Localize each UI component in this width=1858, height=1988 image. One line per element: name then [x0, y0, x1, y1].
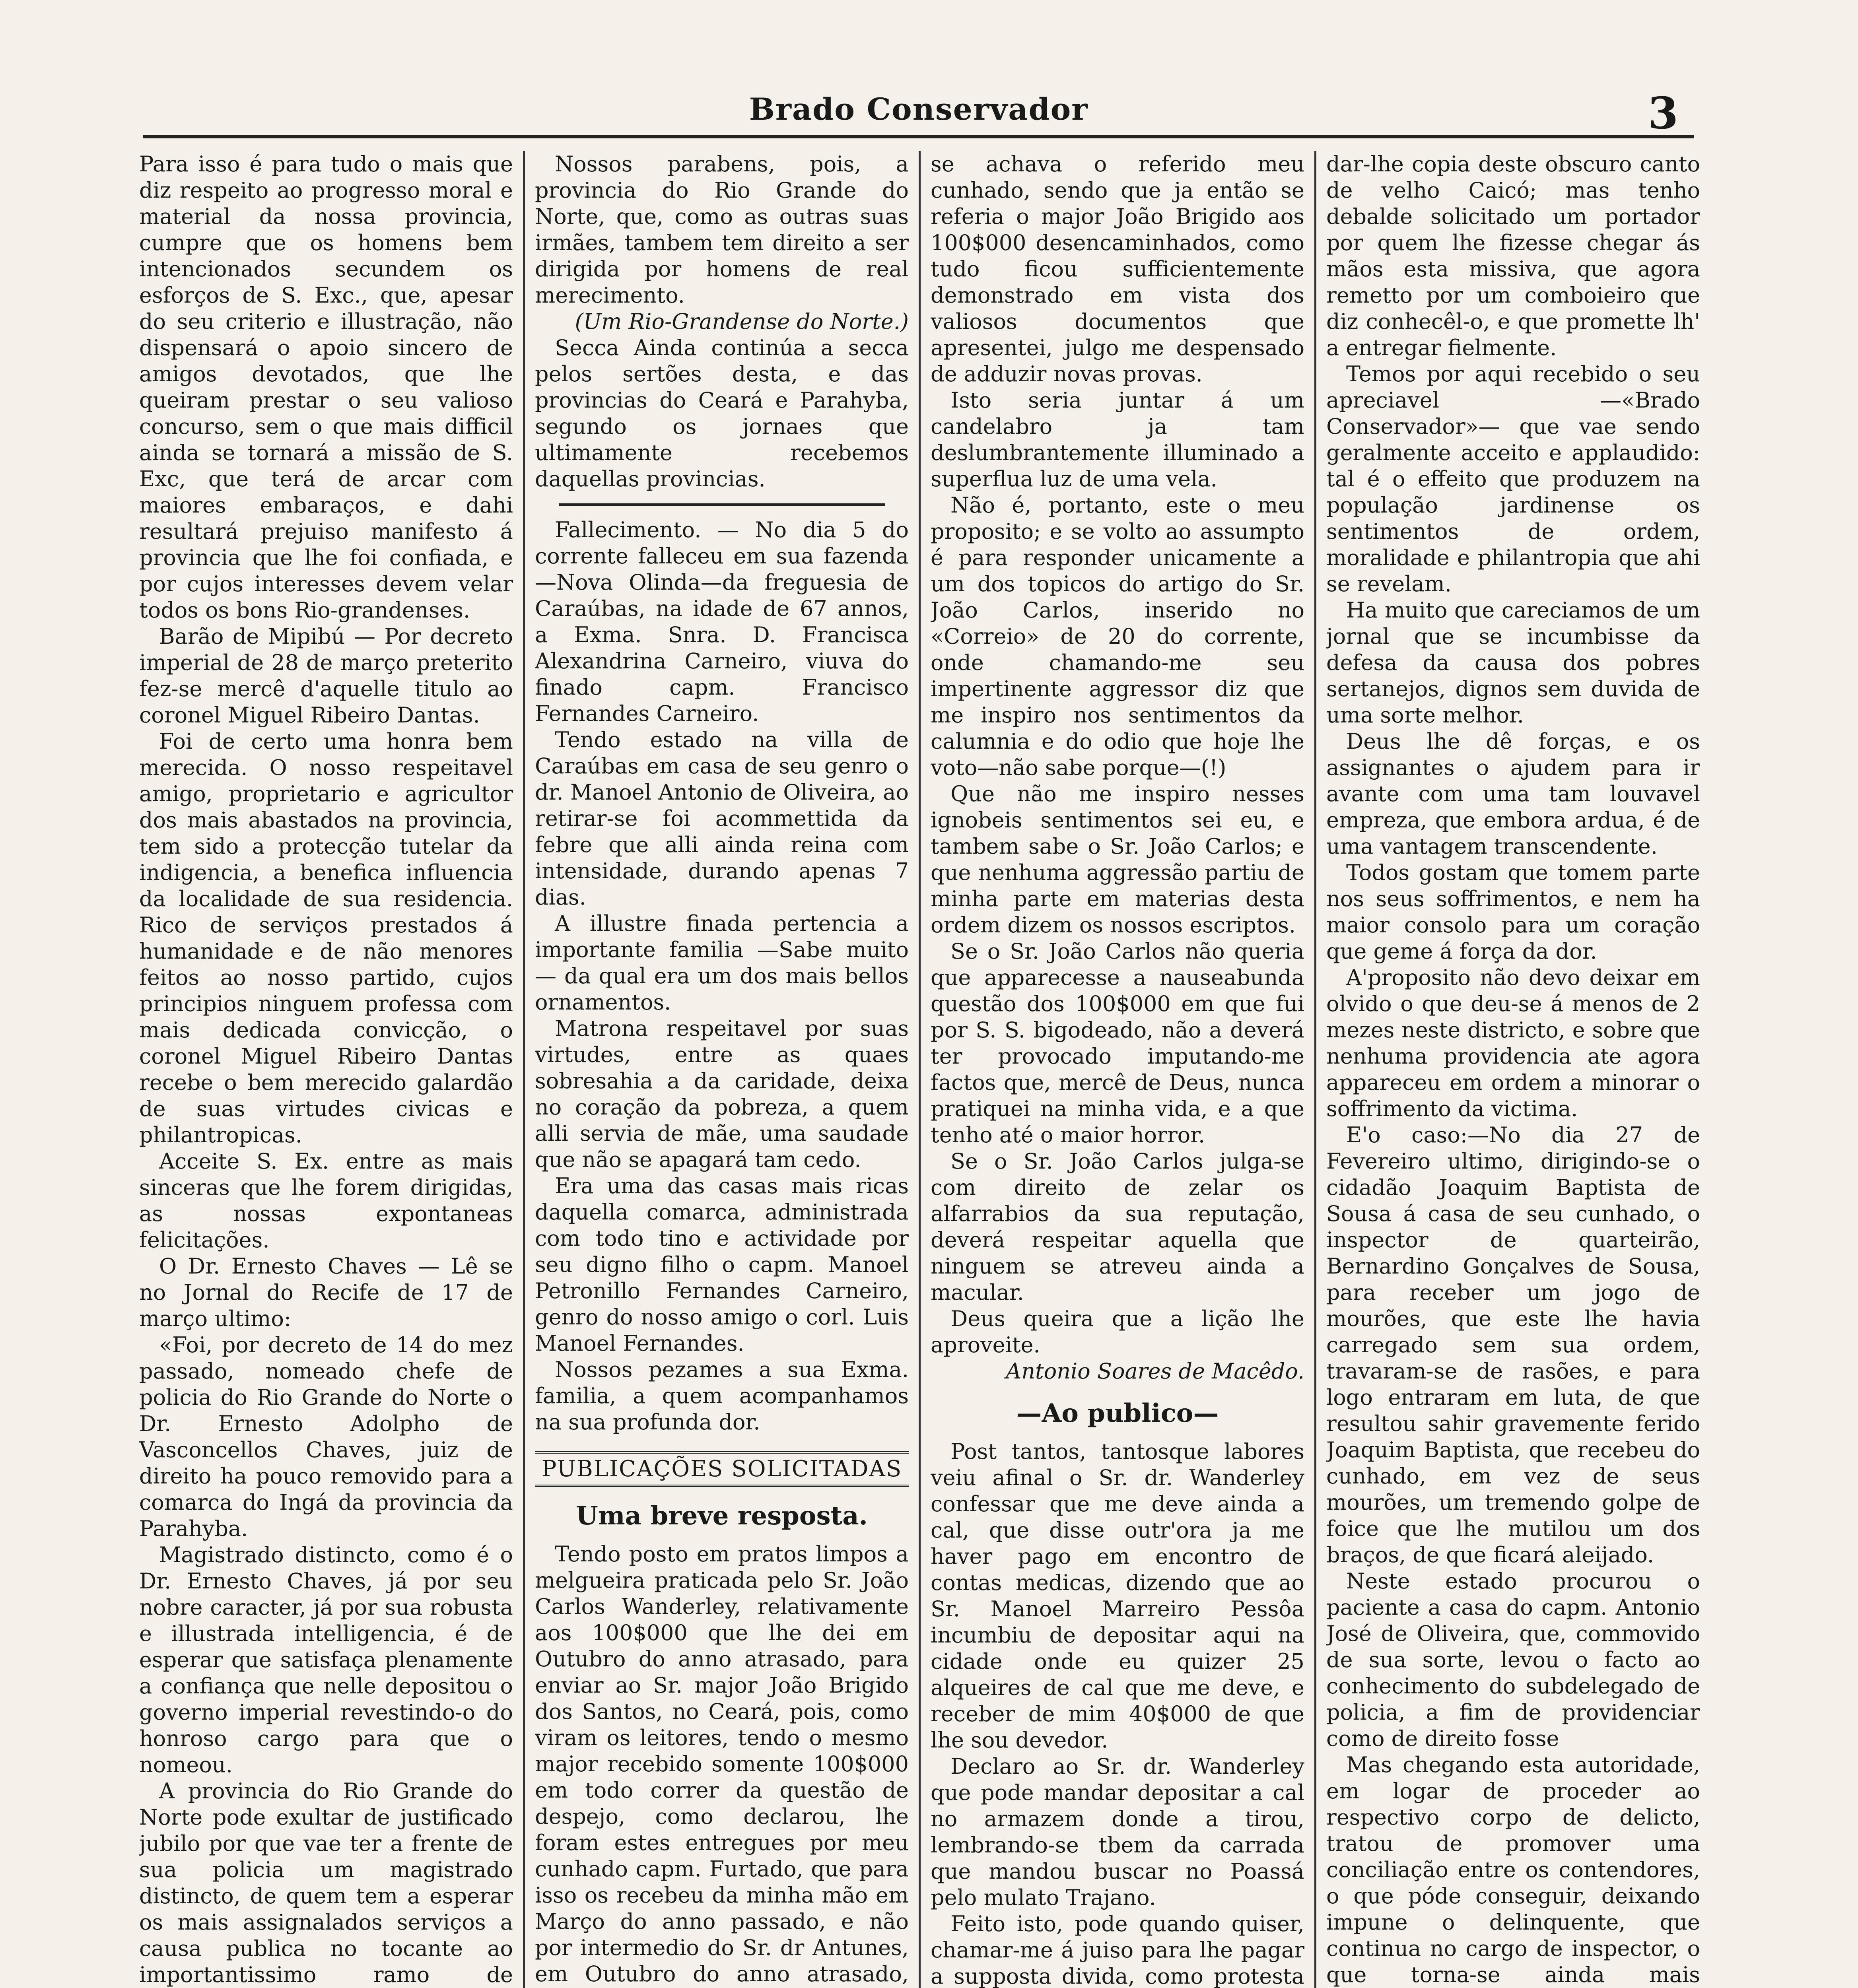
- signature: (Um Rio-Grandense do Norte.): [575, 309, 909, 334]
- paragraph: Mas chegando esta autoridade, em logar de proceder ao respectivo corpo de delicto, tratou de promover uma conciliação entre os contendores, o que póde conseguir, deixando impune o delinquente, que continua no cargo de inspector, o que torna-se ainda mais: [1326, 1752, 1700, 1987]
- paragraph: Feito isto, pode quando quiser, chamar-me á juiso para lhe pagar a supposta divida, como protesta: [931, 1911, 1304, 1988]
- paragraph: Se o Sr. João Carlos julga-se com direito de zelar os alfarrabios da sua reputação, deverá respeitar aquella que ninguem se atreveu ainda a macular.: [931, 1149, 1304, 1305]
- news-item-fallecimento: Fallecimento. — No dia 5 do corrente falleceu em sua fazenda —Nova Olinda—da freguesia de Caraúbas, na idade de 67 annos, a Exma. Snra. D. Francisca Alexandrina Carneiro, viuva do finado capm. Francisco Fernandes Carneiro.: [535, 517, 909, 726]
- section-heading: PUBLICAÇÕES SOLICITADAS: [535, 1451, 909, 1487]
- column-rule: [919, 151, 921, 1988]
- column-rule: [523, 151, 525, 1988]
- paragraph: A illustre finada pertencia a importante familia —Sabe muito— da qual era um dos mais bellos ornamentos.: [535, 911, 909, 1015]
- column-4: [1326, 151, 1700, 1988]
- column-1: [139, 151, 513, 1988]
- paragraph: Tendo posto em pratos limpos a melgueira praticada pelo Sr. João Carlos Wanderley, relativamente aos 100$000 que lhe dei em Outubro do anno atrasado, para enviar ao Sr. major João Brigido dos Santos, no Ceará, pois, como viram os leitores, tendo o mesmo major recebido somente 100$000 em todo correr da questão de despejo, como declarou, lhe foram estes entregues por meu cunhado capm. Furtado, que para isso os recebeu da minha mão em Março do anno passado, e não por intermedio do Sr. dr Antunes, em Outubro do anno atrasado,: [535, 1541, 909, 1986]
- paragraph: «Foi, por decreto de 14 do mez passado, nomeado chefe de policia do Rio Grande do Norte o Dr. Ernesto Adolpho de Vasconcellos Chaves, juiz de direito ha pouco removido para a comarca do Ingá da provincia da Parahyba.: [139, 1332, 513, 1541]
- paragraph: E'o caso:—No dia 27 de Fevereiro ultimo, dirigindo-se o cidadão Joaquim Baptista de Sousa á casa de seu cunhado, o inspector de quarteirão, Bernardino Gonçalves de Sousa, para receber um jogo de mourões, que este lhe havia carregado sem sua ordem, travaram-se de rasões, e para logo entraram em luta, de que resultou sahir gravemente ferido Joaquim Baptista, que recebeu do cunhado, em vez de seus mourões, um tremendo golpe de foice que lhe mutilou um dos braços, de que ficará aleijado.: [1326, 1122, 1700, 1567]
- paragraph: Deus lhe dê forças, e os assignantes o ajudem para ir avante com uma tam louvavel empreza, que embora ardua, é de uma vantagem transcendente.: [1326, 729, 1700, 859]
- paragraph: dar-lhe copia deste obscuro canto de velho Caicó; mas tenho debalde solicitado um portador por quem lhe fizesse chegar ás mãos esta missiva, que agora remetto por um comboieiro que diz conhecêl-o, e que promette lh' a entregar fielmente.: [1326, 151, 1700, 360]
- paragraph: Foi de certo uma honra bem merecida. O nosso respeitavel amigo, proprietario e agricultor dos mais abastados na provincia, tem sido a protecção tutelar da indigencia, a benefica influencia da localidade de sua residencia. Rico de serviços prestados á humanidade e de não menores feitos ao nosso partido, cujos principios ninguem professa com mais dedicada convicção, o coronel Miguel Ribeiro Dantas recebe o bem merecido galardão de suas virtudes civicas e philantropicas.: [139, 729, 513, 1147]
- paragraph: Temos por aqui recebido o seu apreciavel —«Brado Conservador»— que vae sendo geralmente acceito e applaudido: tal é o effeito que produzem na população jardinense os sentimentos de ordem, moralidade e philantropia que ahi se revelam.: [1326, 361, 1700, 596]
- news-item-secca: Secca Ainda continúa a secca pelos sertões desta, e das provincias do Ceará e Parahyba, segundo os jornaes que ultimamente recebemos daquellas provincias.: [535, 335, 909, 491]
- paragraph: Nossos pezames a sua Exma. familia, a quem acompanhamos na sua profunda dor.: [535, 1357, 909, 1435]
- paragraph: A'proposito não devo deixar em olvido o que deu-se á menos de 2 mezes neste districto, e sobre que nenhuma providencia ate agora appareceu em ordem a minorar o soffrimento da victima.: [1326, 965, 1700, 1121]
- paragraph: Deus queira que a lição lhe aproveite.: [931, 1306, 1304, 1357]
- paragraph: A provincia do Rio Grande do Norte pode exultar de justificado jubilo por que vae ter a frente de sua policia um magistrado distincto, de quem tem a esperar os mais assignalados serviços a causa publica no tocante ao importantissimo ramo de: [139, 1778, 513, 1987]
- paragraph: Se o Sr. João Carlos não queria que apparecesse a nauseabunda questão dos 100$000 em que fui por S. S. bigodeado, não a deverá ter provocado imputando-me factos que, mercê de Deus, nunca pratiquei na minha vida, e a que tenho até o maior horror.: [931, 939, 1304, 1147]
- paragraph: Todos gostam que tomem parte nos seus soffrimentos, e nem ha maior consolo para um coração que geme á força da dor.: [1326, 860, 1700, 964]
- paragraph: Declaro ao Sr. dr. Wanderley que pode mandar depositar a cal no armazem donde a tirou, lembrando-se tbem da carrada que mandou buscar no Poassá pelo mulato Trajano.: [931, 1754, 1304, 1910]
- paragraph: Acceite S. Ex. entre as mais sinceras que lhe forem dirigidas, as nossas expontaneas felicitações.: [139, 1149, 513, 1252]
- paragraph: se achava o referido meu cunhado, sendo que ja então se referia o major João Brigido aos 100$000 desencaminhados, como tudo ficou sufficientemente demonstrado em vista dos valiosos documentos que apresentei, julgo me despensado de adduzir novas provas.: [931, 151, 1304, 386]
- news-item-barao: Barão de Mipibú — Por decreto imperial de 28 de março preterito fez-se mercê d'aquelle titulo ao coronel Miguel Ribeiro Dantas.: [139, 624, 513, 728]
- paragraph: Post tantos, tantosque labores veiu afinal o Sr. dr. Wanderley confessar que me deve ainda a cal, que disse outr'ora ja me haver pago em encontro de contas medicas, dizendo que ao Sr. Manoel Marreiro Pessôa incumbiu de depositar aqui na cidade onde eu quizer 25 alqueires de cal que me deve, e receber de mim 40$000 de que lhe sou devedor.: [931, 1439, 1304, 1753]
- paragraph: Que não me inspiro nesses ignobeis sentimentos sei eu, e tambem sabe o Sr. João Carlos; e que nenhuma aggressão partiu de minha parte em materias desta ordem dizem os nossos escriptos.: [931, 781, 1304, 938]
- page-number: 3: [1648, 87, 1678, 139]
- column-2: [535, 151, 909, 1988]
- divider: [559, 503, 885, 506]
- paragraph: Era uma das casas mais ricas daquella comarca, administrada com todo tino e actividade por seu digno filho o capm. Manoel Petronillo Fernandes Carneiro, genro do nosso amigo o corl. Luis Manoel Fernandes.: [535, 1173, 909, 1356]
- news-item-ernesto-chaves: O Dr. Ernesto Chaves — Lê se no Jornal do Recife de 17 de março ultimo:: [139, 1254, 513, 1331]
- paragraph: Nossos parabens, pois, a provincia do Rio Grande do Norte, que, como as outras suas irmães, tambem tem direito a ser dirigida por homens de real merecimento.: [535, 151, 909, 308]
- paragraph: Para isso é para tudo o mais que diz respeito ao progresso moral e material da nossa provincia, cumpre que os homens bem intencionados secundem os esforços de S. Exc., que, apesar do seu criterio e illustração, não dispensará o apoio sincero de amigos devotados, que lhe queiram prestar o seu valioso concurso, sem o que mais difficil ainda se tornará a missão de S. Exc, que terá de arcar com maiores embaraços, e dahi resultará prejuiso manifesto á provincia que lhe foi confiada, e por cujos interesses devem velar todos os bons Rio-grandenses.: [139, 151, 513, 623]
- article-heading: —Ao publico—: [1016, 1398, 1219, 1428]
- article-heading: Uma breve resposta.: [576, 1501, 868, 1531]
- masthead: [143, 87, 1694, 139]
- paragraph: Não é, portanto, este o meu proposito; e se volto ao assumpto é para responder unicamente a um dos topicos do artigo do Sr. João Carlos, inserido no «Correio» de 20 do corrente, onde chamando-me seu impertinente aggressor diz que me inspiro nos sentimentos da calumnia e do odio que hoje lhe voto—não sabe porque—(!): [931, 493, 1304, 780]
- paragraph: Neste estado procurou o paciente a casa do capm. Antonio José de Oliveira, que, commovido de sua sorte, levou o facto ao conhecimento do subdelegado de policia, a fim de providenciar como de direito fosse: [1326, 1569, 1700, 1751]
- paragraph: Isto seria juntar á um candelabro ja tam deslumbrantemente illuminado a superflua luz de uma vela.: [931, 388, 1304, 491]
- column-3: [931, 151, 1304, 1988]
- signature: Antonio Soares de Macêdo.: [1006, 1359, 1304, 1384]
- column-rule: [1314, 151, 1316, 1988]
- paragraph: Magistrado distincto, como é o Dr. Ernesto Chaves, já por seu nobre caracter, já por sua robusta e illustrada intelligencia, é de esperar que satisfaça plenamente a confiança que nelle depositou o governo imperial revestindo-o do honroso cargo para que o nomeou.: [139, 1542, 513, 1777]
- paragraph: Tendo estado na villa de Caraúbas em casa de seu genro o dr. Manoel Antonio de Oliveira, ao retirar-se foi acommettida da febre que alli ainda reina com intensidade, durando apenas 7 dias.: [535, 727, 909, 910]
- columns: [139, 151, 1710, 1988]
- newspaper-title: Brado Conservador: [749, 91, 1088, 127]
- paragraph: Matrona respeitavel por suas virtudes, entre as quaes sobresahia a da caridade, deixa no coração da pobreza, a quem alli servia de mãe, uma saudade que não se apagará tam cedo.: [535, 1016, 909, 1172]
- paragraph: Ha muito que careciamos de um jornal que se incumbisse da defesa da causa dos pobres sertanejos, dignos sem duvida de uma sorte melhor.: [1326, 598, 1700, 728]
